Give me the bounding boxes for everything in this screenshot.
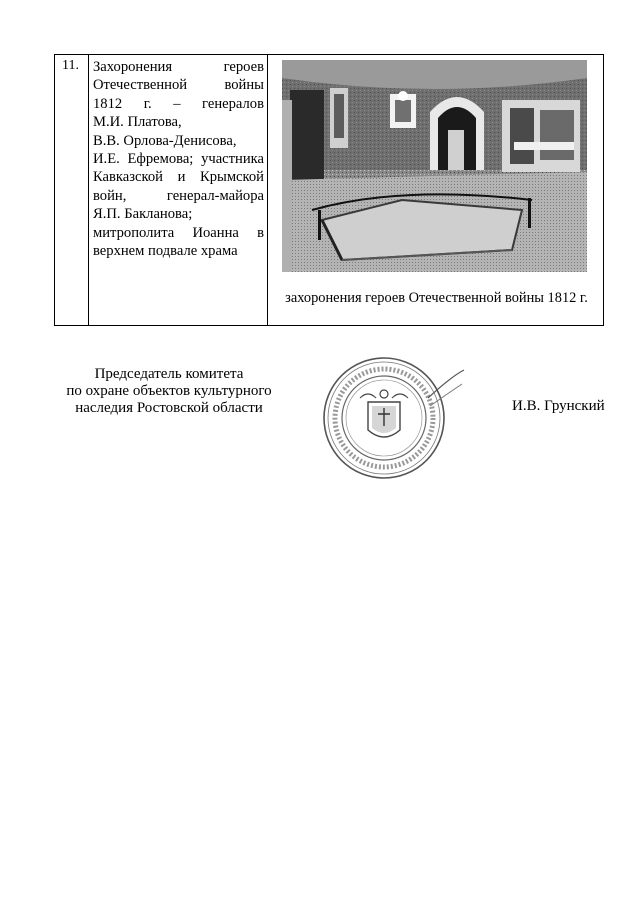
description-line: И.Е. Ефремова; участника xyxy=(93,151,264,168)
description-line: 1812 г. – генералов xyxy=(93,95,264,112)
description-line: Я.П. Бакланова; xyxy=(93,206,193,223)
official-seal-icon xyxy=(312,350,472,480)
table-row xyxy=(55,55,604,326)
row-description-cell xyxy=(89,55,268,326)
heritage-table xyxy=(54,54,604,326)
description-line: В.В. Орлова-Денисова, xyxy=(93,132,237,149)
description-line: Кавказской и Крымской xyxy=(93,169,264,186)
description-line: митрополита Иоанна в xyxy=(93,224,264,241)
signatory-title xyxy=(55,366,283,417)
signatory-title-line: наследия Ростовской области xyxy=(75,400,263,416)
signatory-title-line: Председатель комитета xyxy=(94,366,244,382)
description-line: Захоронения героев xyxy=(93,59,264,75)
row-number-cell xyxy=(55,55,89,326)
description-line: М.И. Платова, xyxy=(93,114,182,131)
description-line: Отечественной войны xyxy=(93,77,264,94)
row-number: 11. xyxy=(62,58,79,73)
signatory-name: И.В. Грунский xyxy=(512,398,605,414)
crypt-interior-photo xyxy=(282,60,587,272)
description-line: верхнем подвале храма xyxy=(93,243,238,260)
description-line: войн, генерал-майора xyxy=(93,187,264,204)
row-photo-cell xyxy=(268,55,604,326)
photo-caption: захоронения героев Отечественной войны 1812 г. xyxy=(285,290,588,306)
signatory-title-line: по охране объектов культурного xyxy=(66,383,272,399)
